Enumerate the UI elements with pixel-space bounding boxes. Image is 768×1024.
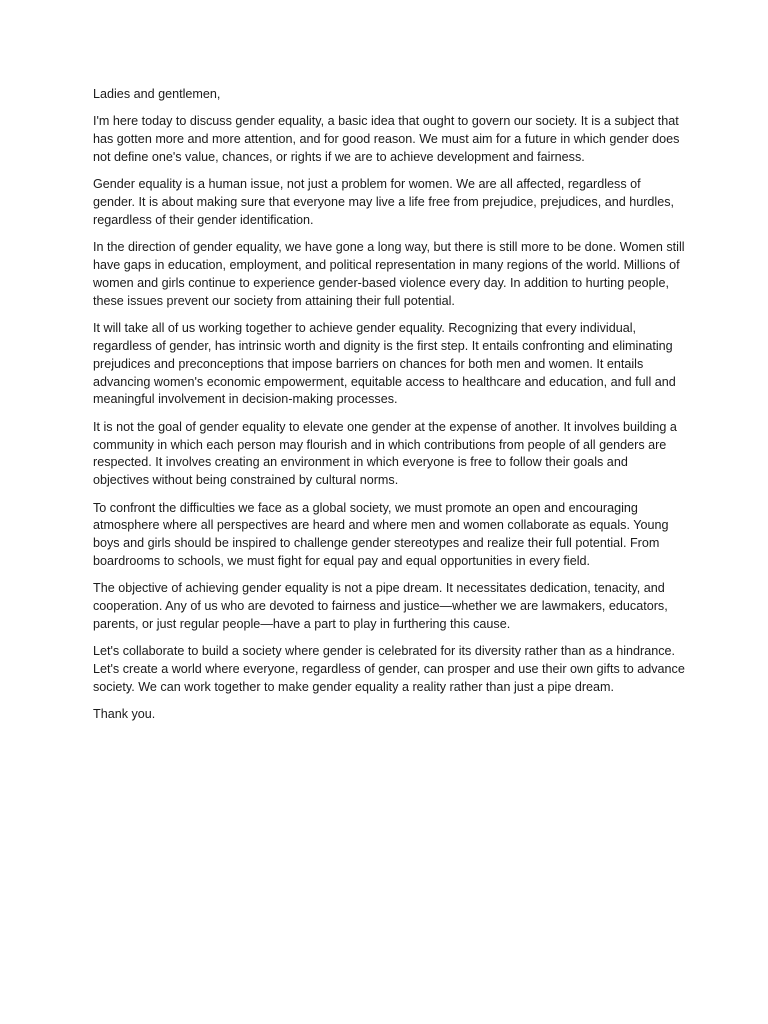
document-page <box>93 86 685 734</box>
paragraph-intro: I'm here today to discuss gender equality, a basic idea that ought to govern our society. It is a subject that has gotten more and more attention, and for good reason. We must aim for a future in which gender does not define one's value, chances, or rights if we are to achieve development and fairness. <box>93 114 680 164</box>
paragraph-collaborate: Let's collaborate to build a society where gender is celebrated for its diversity rather than as a hindrance. Let's create a world where everyone, regardless of gender, can prosper and use their own gifts to advance society. We can work together to make gender equality a reality rather than just a pipe dream. <box>93 644 685 694</box>
paragraph-global-society: To confront the difficulties we face as a global society, we must promote an open and encouraging atmosphere where all perspectives are heard and where men and women collaborate as equals. Young boys and girls should be inspired to challenge gender stereotypes and realize their full potential. From boardrooms to schools, we must fight for equal pay and equal opportunities in every field. <box>93 500 669 568</box>
paragraph-objective: The objective of achieving gender equality is not a pipe dream. It necessitates dedication, tenacity, and cooperation. Any of us who are devoted to fairness and justice—whether we are lawmakers, educators, parents, or just regular people—have a part to play in furthering this cause. <box>93 581 668 631</box>
salutation: Ladies and gentlemen, <box>93 87 221 101</box>
paragraph-not-elevate: It is not the goal of gender equality to elevate one gender at the expense of another. It involves building a community in which each person may flourish and in which contributions from people of all genders are respected. It involves creating an environment in which everyone is free to follow their goals and objectives without being constrained by cultural norms. <box>93 419 677 488</box>
closing: Thank you. <box>93 707 156 722</box>
paragraph-progress: In the direction of gender equality, we have gone a long way, but there is still more to be done. Women still have gaps in education, employment, and political representation in many regions of the world. Millions of women and girls continue to experience gender-based violence every day. In addition to hurting people, these issues prevent our society from attaining their full potential. <box>93 240 685 308</box>
paragraph-working-together: It will take all of us working together to achieve gender equality. Recognizing that every individual, regardless of gender, has intrinsic worth and dignity is the first step. It entails confronting and eliminating prejudices and preconceptions that impose barriers on chances for both men and women. It entails advancing women's economic empowerment, equitable access to healthcare and education, and full and meaningful involvement in decision-making processes. <box>93 321 676 407</box>
paragraph-human-issue: Gender equality is a human issue, not just a problem for women. We are all affected, regardless of gender. It is about making sure that everyone may live a life free from prejudice, prejudices, and hurdles, regardless of their gender identification. <box>93 177 675 227</box>
